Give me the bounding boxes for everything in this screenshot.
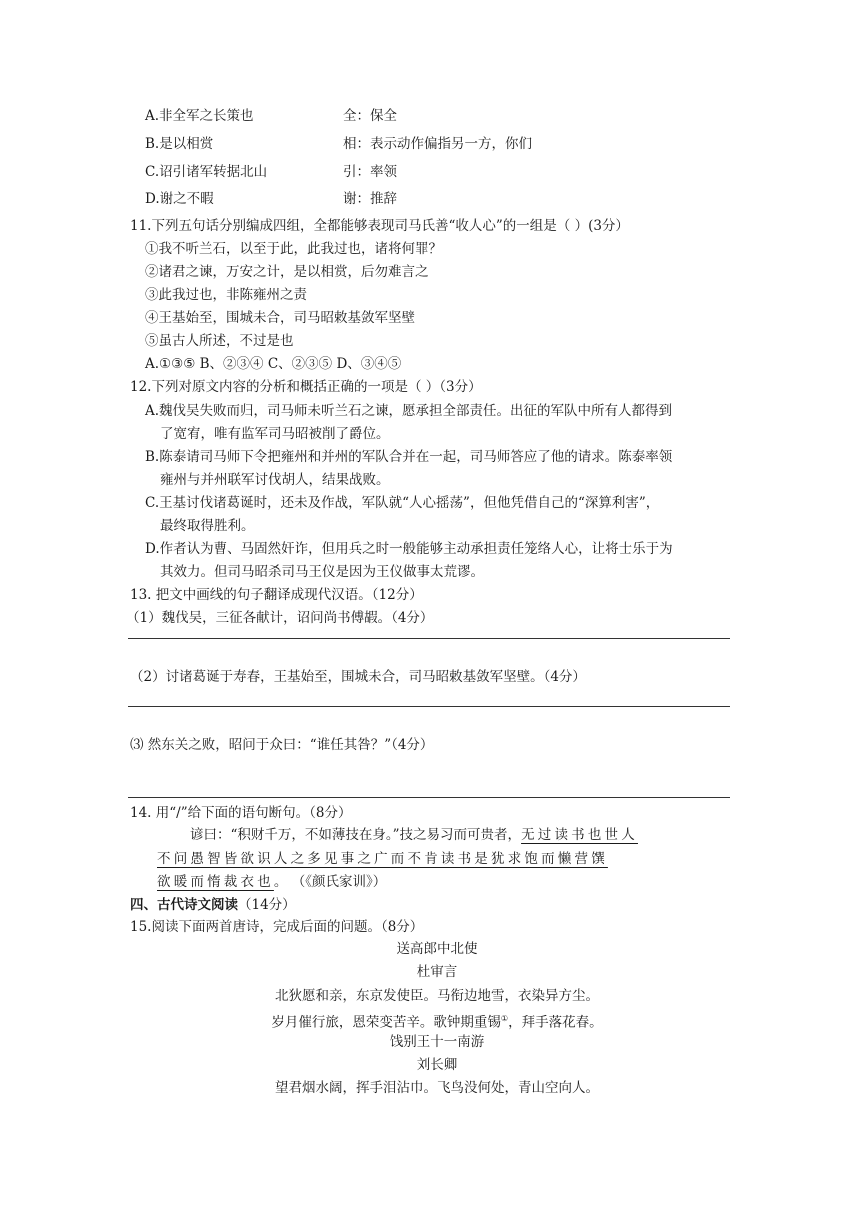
poem2-line1: 望君烟水阔，挥手泪沾巾。飞鸟没何处，青山空向人。	[275, 1080, 599, 1096]
q14-punctuation-segment-1: 无过读书也世人	[521, 827, 638, 843]
answer-line-2[interactable]	[128, 706, 730, 707]
q12-option-c-line2: 最终取得胜利。	[160, 518, 255, 534]
q15-stem: 15.阅读下面两首唐诗，完成后面的问题。（8分）	[130, 919, 424, 935]
poem1-line2-part2: ，拜手落花春。	[508, 1014, 603, 1031]
q10-option-c-gloss: 引：率领	[343, 164, 397, 180]
q13-sentence-3: ⑶ 然东关之败，昭问于众曰：“谁任其咎？”（4分）	[130, 737, 434, 753]
q11-item-2: ②诸君之谏，万安之计，是以相赏，后勿难言之	[145, 264, 429, 280]
q13-sentence-1: （1）魏伐吴，三征各献计，诏问尚书傅嘏。（4分）	[126, 610, 434, 626]
poem1-author: 杜审言	[416, 964, 458, 980]
q14-passage-plain: 谚曰：“积财千万，不如薄技在身。”技之易习而可贵者，	[190, 827, 522, 843]
section-score: （14分）	[238, 897, 296, 913]
q10-option-b: B.是以相赏	[145, 136, 214, 152]
q12-option-d-line2: 其效力。但司马昭杀司马王仪是因为王仪做事太荒谬。	[160, 564, 484, 580]
q10-option-a-gloss: 全：保全	[343, 108, 397, 124]
q12-option-a-line1: A.魏伐吴失败而归，司马师未听兰石之谏，愿承担全部责任。出征的军队中所有人都得到	[145, 403, 673, 419]
q11-item-5: ⑤虽古人所述，不过是也	[145, 333, 294, 349]
q12-stem: 12.下列对原文内容的分析和概括正确的一项是（ ）（3分）	[130, 379, 482, 395]
section-title: 四、古代诗文阅读	[130, 897, 238, 913]
q10-option-a: A.非全军之长策也	[145, 108, 254, 124]
q11-item-4: ④王基始至，围城未合，司马昭敕基敛军坚壁	[145, 310, 415, 326]
q12-option-c-line1: C.王基讨伐诸葛诞时，还未及作战，军队就“人心摇荡”，但他凭借自己的“深算利害”，	[145, 495, 660, 511]
poem1-line2-part1: 岁月催行旅，恩荣变苦辛。歌钟期重锡	[271, 1014, 501, 1031]
q12-option-d-line1: D.作者认为曹、马固然奸诈，但用兵之时一般能够主动承担责任笼络人心，让将士乐于为	[145, 541, 673, 557]
q13-sentence-2: （2）讨诸葛诞于寿春，王基始至，围城未合，司马昭敕基敛军坚壁。（4分）	[130, 669, 586, 685]
poem2-title: 饯别王十一南游	[389, 1034, 485, 1050]
q11-stem: 11.下列五句话分别编成四组，全都能够表现司马氏善“收人心”的一组是（ ）(3分）	[130, 218, 629, 234]
poem1-line1: 北狄愿和亲，东京发使臣。马衔边地雪，衣染异方尘。	[275, 988, 599, 1004]
q14-passage-line3	[157, 872, 386, 892]
poem1-title: 送高郎中北使	[396, 941, 478, 957]
q12-option-b-line2: 雍州与并州联军讨伐胡人，结果战败。	[160, 472, 390, 488]
poem1-line2	[0, 1009, 860, 1033]
q12-option-a-line2: 了宽宥，唯有监军司马昭被削了爵位。	[160, 426, 390, 442]
q11-item-3: ③此我过也，非陈雍州之责	[145, 287, 307, 303]
q14-source: 。 （《颜氏家训》）	[273, 874, 387, 890]
section-heading	[130, 895, 296, 915]
q14-punctuation-segment-2: 不问愚智皆欲识人之多见事之广而不肯读书是犹求饱而懒营馔	[157, 851, 608, 867]
q10-option-c: C.诏引诸军转据北山	[145, 164, 268, 180]
poem2-author: 刘长卿	[416, 1057, 458, 1073]
q12-option-b-line1: B.陈泰请司马师下令把雍州和并州的军队合并在一起，司马师答应了他的请求。陈泰率领	[145, 449, 673, 465]
q10-option-d-gloss: 谢：推辞	[343, 191, 397, 207]
q11-choices: A.①③⑤ B、②③④ C、②③⑤ D、③④⑤	[145, 356, 402, 372]
q14-passage-line1	[190, 825, 638, 845]
q10-option-b-gloss: 相：表示动作偏指另一方，你们	[343, 136, 532, 152]
q10-option-d: D.谢之不暇	[145, 191, 214, 207]
q14-passage-line2	[157, 849, 608, 869]
answer-line-3[interactable]	[128, 797, 730, 798]
answer-line-1[interactable]	[128, 638, 730, 639]
q14-punctuation-segment-3: 欲暖而惰裁衣也	[157, 874, 274, 890]
footnote-marker: ①	[500, 1014, 509, 1023]
q13-stem: 13. 把文中画线的句子翻译成现代汉语。（12分）	[130, 587, 423, 603]
q14-stem: 14. 用“/”给下面的语句断句。（8分）	[130, 805, 352, 821]
q11-item-1: ①我不听兰石，以至于此，此我过也，诸将何罪？	[145, 241, 442, 257]
